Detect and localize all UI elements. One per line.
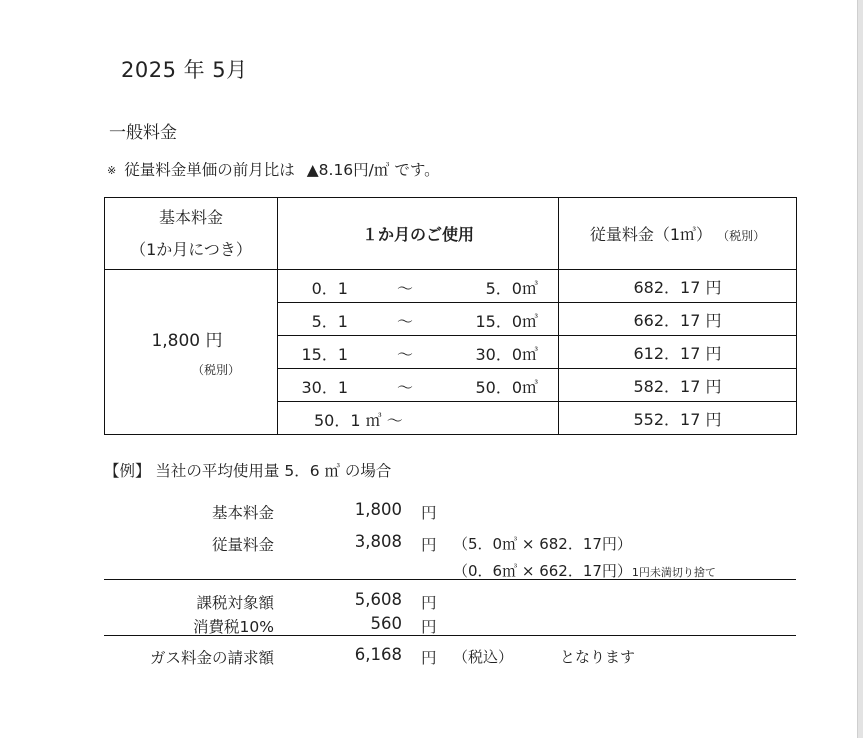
note-text: 従量料金単価の前月比は: [124, 161, 295, 179]
example-tax-value: 560: [370, 614, 402, 633]
example-usage-label: 従量料金: [211, 536, 274, 554]
usage-range: [278, 303, 559, 336]
header-unit-price-tax: （税別）: [717, 229, 766, 243]
example-basic-yen: 円: [421, 504, 437, 522]
table-header-row: [105, 198, 797, 270]
example-tax-yen: 円: [421, 618, 437, 636]
note-value: ▲8.16円/㎥: [306, 161, 390, 179]
example-basic-value: 1,800: [354, 500, 402, 519]
section-heading: 一般料金: [109, 123, 177, 143]
base-fee-tax: （税別）: [191, 363, 240, 377]
range-from: 15．1: [301, 345, 348, 364]
example-taxable-yen: 円: [421, 594, 437, 612]
range-tilde: 〜: [397, 345, 414, 364]
divider-line: [104, 579, 796, 580]
base-fee-value: 1,800 円: [151, 331, 223, 351]
unit-price: 682．17 円: [559, 270, 797, 303]
example-taxable-label: 課税対象額: [196, 594, 274, 612]
range-tilde: 〜: [397, 279, 414, 298]
header-unit-price: [559, 198, 797, 270]
example-total-suffix: となります: [560, 648, 636, 666]
range-tilde: 〜: [397, 312, 414, 331]
note-mark: ※: [107, 164, 117, 177]
header-usage: １か月のご使用: [278, 198, 559, 270]
base-fee-cell: [105, 270, 278, 435]
example-title: 【例】 当社の平均使用量 5．6 ㎥ の場合: [104, 462, 392, 480]
rate-table: [104, 197, 797, 435]
range-open-ended: 50．1 ㎥ 〜: [314, 411, 403, 430]
range-to: 30．0㎥: [475, 345, 538, 364]
unit-price: 662．17 円: [559, 303, 797, 336]
example-usage-value: 3,808: [354, 532, 402, 551]
range-from: 0．1: [311, 279, 348, 298]
example-taxable-value: 5,608: [354, 590, 402, 609]
unit-price: 552．17 円: [559, 402, 797, 435]
range-from: 30．1: [301, 378, 348, 397]
calc2-rounding-note: 1円未満切り捨て: [631, 566, 716, 579]
usage-range: [278, 336, 559, 369]
example-usage-calc2: [453, 560, 716, 581]
unit-price: 582．17 円: [559, 369, 797, 402]
page-title: 2025 年 5月: [121, 58, 248, 82]
divider-line: [104, 635, 796, 636]
header-base-line1: 基本料金: [158, 207, 223, 227]
range-to: 5．0㎥: [485, 279, 538, 298]
example-basic-label: 基本料金: [211, 504, 274, 522]
usage-range: [278, 270, 559, 303]
header-unit-price-label: 従量料金（1㎥）: [589, 225, 713, 244]
header-base-fee: [105, 198, 278, 270]
example-total-tax-note: （税込）: [453, 648, 514, 666]
example-usage-yen: 円: [421, 536, 437, 554]
usage-range: [278, 369, 559, 402]
calc2-text: （0．6㎥ × 662．17円）: [453, 562, 632, 580]
example-total-value: 6,168: [354, 645, 402, 664]
table-row: [105, 270, 797, 303]
example-tax-label: 消費税10%: [193, 618, 274, 636]
note-suffix: です。: [394, 161, 440, 179]
unit-price: 612．17 円: [559, 336, 797, 369]
window-edge: [857, 0, 863, 738]
range-tilde: 〜: [397, 378, 414, 397]
price-change-note: [107, 158, 440, 180]
example-total-label: ガス料金の請求額: [149, 649, 274, 667]
header-base-line2: （1か月につき）: [130, 239, 252, 259]
range-from: 5．1: [311, 312, 348, 331]
usage-range-open: [278, 402, 559, 435]
range-to: 15．0㎥: [475, 312, 538, 331]
example-usage-calc1: （5．0㎥ × 682．17円）: [453, 535, 632, 553]
example-total-yen: 円: [421, 649, 437, 667]
range-to: 50．0㎥: [475, 378, 538, 397]
